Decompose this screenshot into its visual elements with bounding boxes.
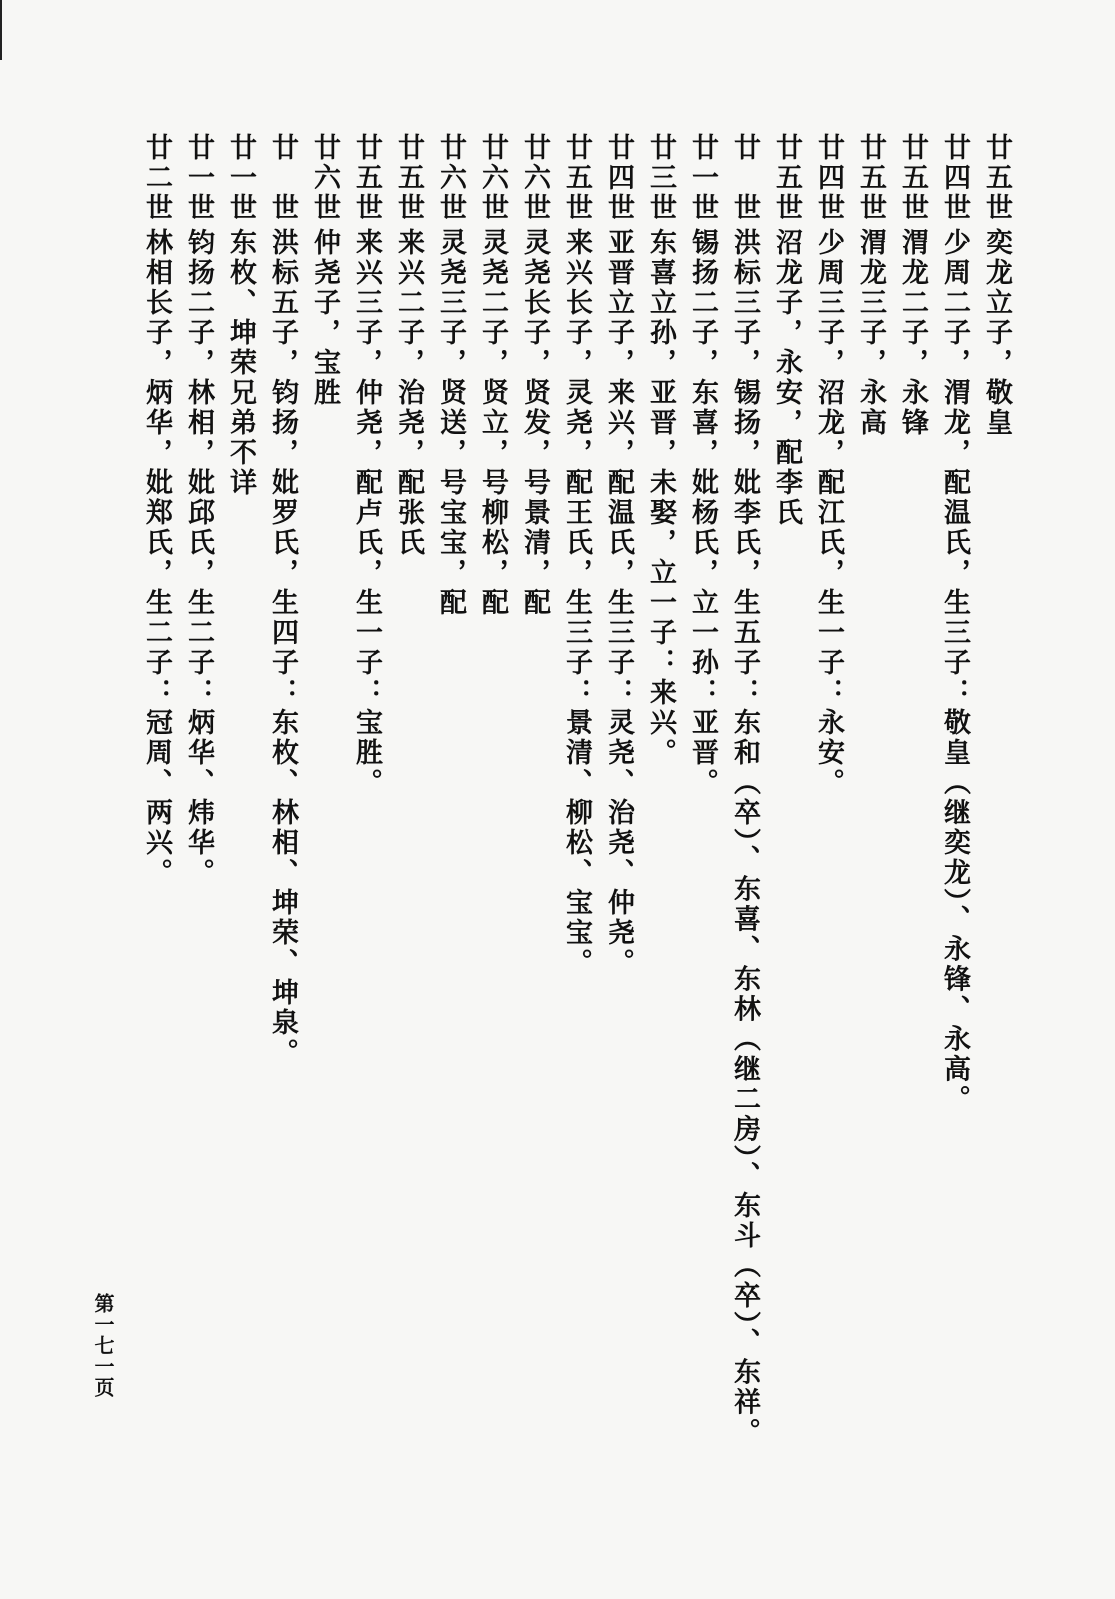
- entry-text: 钧扬二子，林相，妣邱氏，生二子：炳华、炜华。: [183, 228, 214, 888]
- generation-label: 廿四世: [603, 133, 634, 223]
- generation-label: 廿五世: [981, 133, 1012, 223]
- entry-column: [386, 133, 430, 558]
- page-edge-mark: [0, 0, 2, 60]
- entry-column: [932, 133, 976, 1115]
- entry-column: [428, 133, 472, 618]
- entry-text: 渭龙三子，永高: [855, 228, 886, 438]
- entry-column: [764, 133, 808, 528]
- generation-label: 廿一世: [687, 133, 718, 223]
- generation-label: 廿六世: [435, 133, 466, 223]
- entry-text: 渭龙二子，永锋: [897, 228, 928, 438]
- generation-label: 廿五世: [897, 133, 928, 223]
- entry-column: [848, 133, 892, 438]
- entry-text: 来兴二子，治尧，配张氏: [393, 228, 424, 558]
- entry-column: [260, 133, 304, 1068]
- entry-text: 东喜立孙，亚晋，未娶，立一子：来兴。: [645, 228, 676, 768]
- entry-column: [344, 133, 388, 798]
- entry-text: 林相长子，炳华，妣郑氏，生二子：冠周、两兴。: [141, 228, 172, 888]
- entry-column: [722, 133, 766, 1448]
- generation-label: 廿五世: [561, 133, 592, 223]
- entry-text: 来兴三子，仲尧，配卢氏，生一子：宝胜。: [351, 228, 382, 798]
- entry-text: 灵尧三子，贤送，号宝宝，配: [435, 228, 466, 618]
- entry-text: 东枚、坤荣兄弟不详: [225, 228, 256, 498]
- entry-column: [176, 133, 220, 888]
- generation-label: 廿一世: [183, 133, 214, 223]
- generation-label: 廿五世: [855, 133, 886, 223]
- generation-label: 廿六世: [519, 133, 550, 223]
- generation-label: 廿四世: [939, 133, 970, 223]
- entry-column: [806, 133, 850, 798]
- entry-column: [512, 133, 556, 618]
- generation-label: 廿五世: [771, 133, 802, 223]
- generation-label: 廿三世: [645, 133, 676, 223]
- generation-label: 廿五世: [393, 133, 424, 223]
- generation-label: 廿一世: [225, 133, 256, 223]
- page-number: 第一七一页: [91, 1293, 115, 1398]
- entry-text: 少周二子，渭龙，配温氏，生三子：敬皇（继奕龙）、永锋、永高。: [939, 228, 970, 1115]
- entry-text: 锡扬二子，东喜，妣杨氏，立一孙：亚晋。: [687, 228, 718, 798]
- entry-column: [638, 133, 682, 768]
- entry-text: 少周三子，沼龙，配江氏，生一子：永安。: [813, 228, 844, 798]
- entry-column: [596, 133, 640, 978]
- generation-label: 廿六世: [477, 133, 508, 223]
- generation-label: 廿五世: [351, 133, 382, 223]
- entry-text: 洪标三子，锡扬，妣李氏，生五子：东和（卒）、东喜、东林（继二房）、东斗（卒）、东祥。: [729, 228, 760, 1448]
- entry-column: [974, 133, 1018, 438]
- entry-column: [680, 133, 724, 798]
- generation-label: 廿六世: [309, 133, 340, 223]
- entry-text: 亚晋立子，来兴，配温氏，生三子：灵尧、治尧、仲尧。: [603, 228, 634, 978]
- entry-column: [302, 133, 346, 408]
- generation-label: 廿四世: [813, 133, 844, 223]
- entry-text: 奕龙立子，敬皇: [981, 228, 1012, 438]
- generation-label: 廿 世: [267, 133, 298, 223]
- generation-label: 廿二世: [141, 133, 172, 223]
- generation-label: 廿 世: [729, 133, 760, 223]
- entry-text: 灵尧长子，贤发，号景清，配: [519, 228, 550, 618]
- entry-text: 洪标五子，钧扬，妣罗氏，生四子：东枚、林相、坤荣、坤泉。: [267, 228, 298, 1068]
- entry-column: [890, 133, 934, 438]
- entry-text: 仲尧子，宝胜: [309, 228, 340, 408]
- entry-column: [470, 133, 514, 618]
- entry-text: 沼龙子，永安，配李氏: [771, 228, 802, 528]
- entry-text: 来兴长子，灵尧，配王氏，生三子：景清、柳松、宝宝。: [561, 228, 592, 978]
- entry-column: [554, 133, 598, 978]
- entry-column: [134, 133, 178, 888]
- entry-text: 灵尧二子，贤立，号柳松，配: [477, 228, 508, 618]
- entry-column: [218, 133, 262, 498]
